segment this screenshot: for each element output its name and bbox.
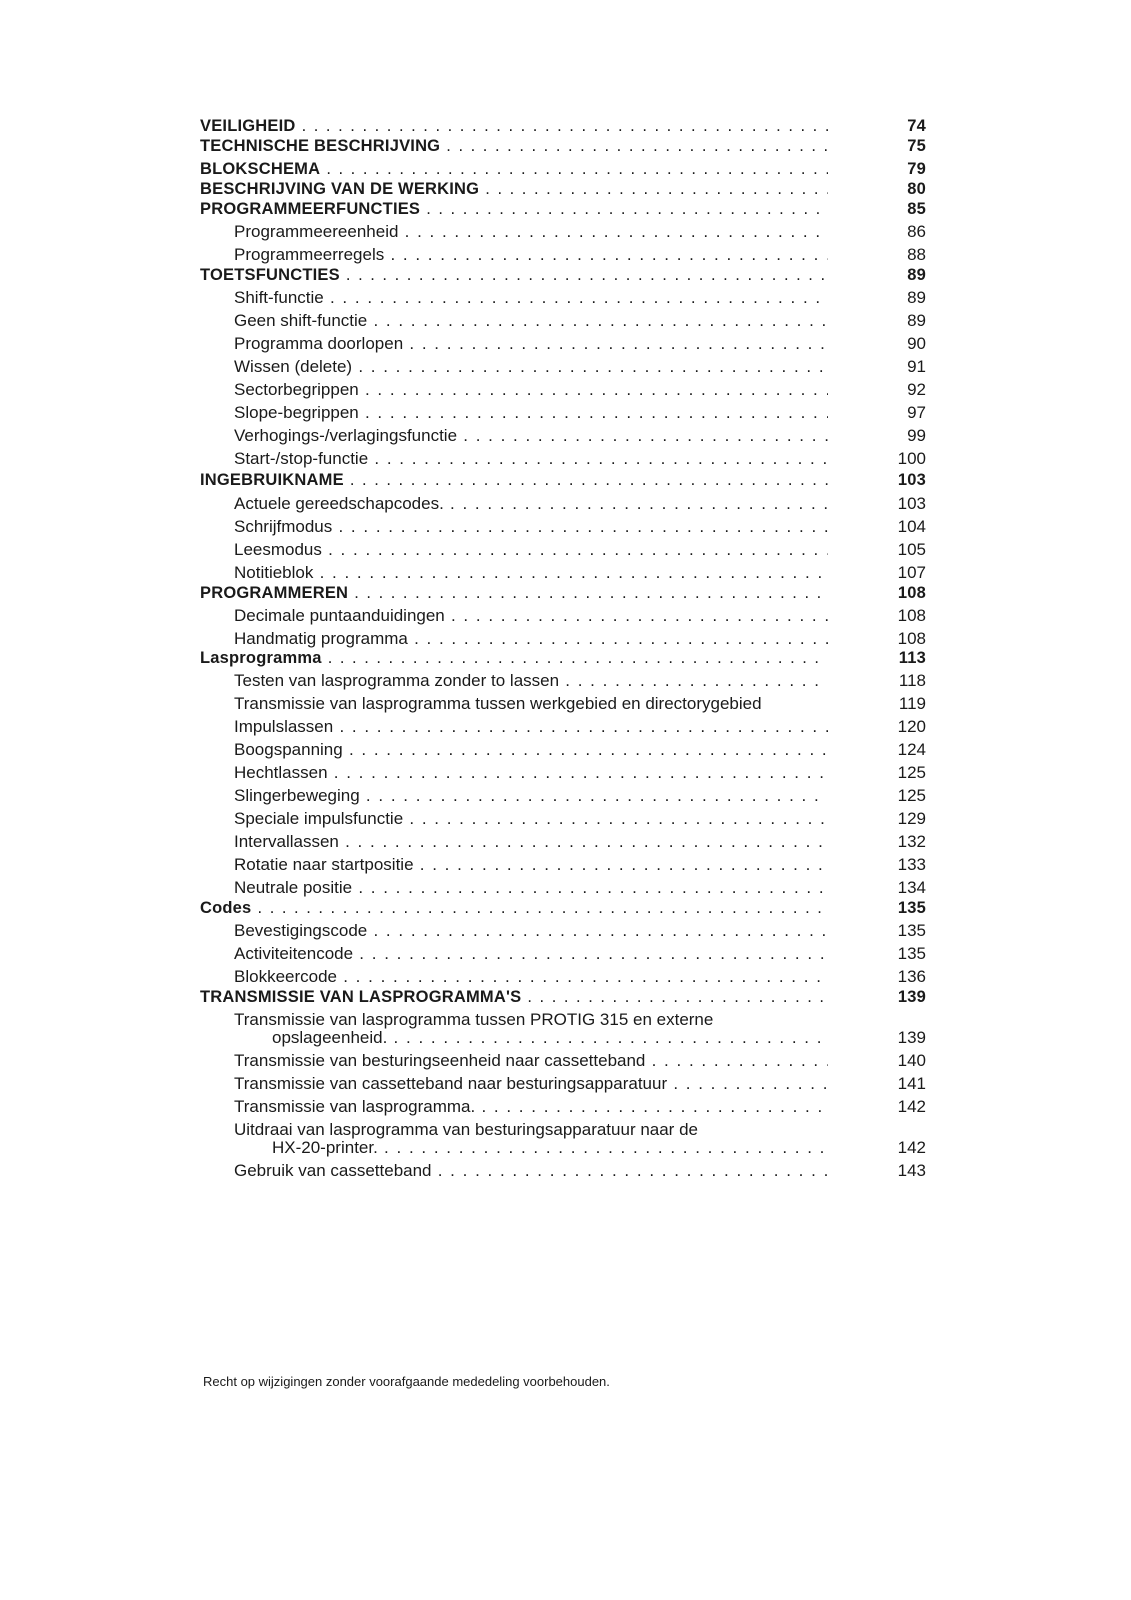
toc-entry-page: 135: [897, 921, 926, 940]
toc-entry-label: Slope-begrippen: [234, 403, 359, 422]
toc-entry-label: opslageenheid.: [272, 1028, 388, 1047]
toc-entry-page: 97: [907, 403, 926, 422]
toc-entry: [200, 197, 926, 221]
toc-entry: [200, 1072, 926, 1096]
toc-entry-label: Codes: [200, 899, 252, 917]
toc-entry-label: VEILIGHEID: [200, 117, 296, 135]
toc-entry-page: 140: [897, 1051, 926, 1070]
toc-entry-label: Activiteitencode: [234, 944, 354, 963]
toc-entry-label: Uitdraai van lasprogramma van besturingsapparatuur naar de: [234, 1120, 698, 1139]
toc-entry-label: Programmeereenheid: [234, 222, 399, 241]
toc-entry-page: 142: [897, 1138, 926, 1157]
toc-entry-page: 142: [897, 1097, 926, 1116]
toc-entry-label: HX-20-printer.: [272, 1138, 378, 1157]
toc-entry-label: Handmatig programma: [234, 629, 408, 648]
toc-entry-page: 88: [907, 245, 926, 264]
toc-entry: [200, 669, 926, 693]
toc-entry: [200, 738, 926, 762]
toc-entry: [200, 646, 926, 670]
toc-entry: [200, 761, 926, 785]
toc-entry-page: 135: [897, 899, 926, 917]
toc-entry-label: INGEBRUIKNAME: [200, 471, 344, 489]
toc-entry-label: TOETSFUNCTIES: [200, 266, 340, 284]
toc-entry-page: 91: [907, 357, 926, 376]
toc-entry: [200, 492, 926, 516]
toc-entry-label: Transmissie van lasprogramma tussen PROTIG 315 en externe: [234, 1010, 714, 1029]
toc-entry-label: Blokkeercode: [234, 967, 338, 986]
footer-note: Recht op wijzigingen zonder voorafgaande mededeling voorbehouden.: [203, 1374, 610, 1389]
toc-entry-page: 89: [907, 266, 926, 284]
toc-entry-label: Boogspanning: [234, 740, 343, 759]
toc-entry: [200, 134, 926, 158]
toc-entry-label: Gebruik van cassetteband: [234, 1161, 432, 1180]
toc-entry: [200, 1136, 926, 1160]
toc-entry: [200, 1026, 926, 1050]
toc-entry-page: 90: [907, 334, 926, 353]
toc-entry: [200, 538, 926, 562]
toc-entry-label: Schrijfmodus: [234, 517, 333, 536]
toc-entry-label: Sectorbegrippen: [234, 380, 359, 399]
toc-entry: [200, 692, 926, 716]
toc-entry-label: TRANSMISSIE VAN LASPROGRAMMA'S: [200, 988, 522, 1006]
toc-entry-page: 134: [897, 878, 926, 897]
toc-entry: [200, 332, 926, 356]
toc-entry-page: 119: [898, 694, 926, 713]
toc-entry: [200, 1095, 926, 1119]
toc-entry-label: Neutrale positie: [234, 878, 353, 897]
toc-entry-page: 100: [897, 449, 926, 468]
toc-entry-label: Speciale impulsfunctie: [234, 809, 404, 828]
toc-entry: [200, 896, 926, 920]
toc-entry-label: Verhogings-/verlagingsfunctie: [234, 426, 458, 445]
toc-entry-page: 104: [897, 517, 926, 536]
toc-entry: [200, 581, 926, 605]
toc-entry-page: 113: [898, 649, 926, 667]
toc-entry-label: Geen shift-functie: [234, 311, 368, 330]
toc-entry-page: 108: [897, 584, 926, 602]
toc-entry-page: 85: [907, 200, 926, 218]
toc-entry: [200, 807, 926, 831]
toc-entry-label: Programma doorlopen: [234, 334, 404, 353]
toc-entry-page: 120: [897, 717, 926, 736]
toc-entry: [200, 468, 926, 492]
toc-entry-label: Slingerbeweging: [234, 786, 360, 805]
toc-entry-label: Transmissie van lasprogramma.: [234, 1097, 476, 1116]
toc-entry-page: 105: [897, 540, 926, 559]
toc-entry: [200, 263, 926, 287]
toc-entry-label: Programmeerregels: [234, 245, 385, 264]
toc-entry: [200, 355, 926, 379]
toc-entry: [200, 424, 926, 448]
toc-entry-label: Shift-functie: [234, 288, 324, 307]
toc-entry-page: 74: [907, 117, 926, 135]
toc-entry-label: Transmissie van lasprogramma tussen werkgebied en directorygebied: [234, 694, 762, 713]
toc-entry: [200, 401, 926, 425]
toc-entry-label: Transmissie van besturingseenheid naar cassetteband: [234, 1051, 646, 1070]
toc-entry-label: Start-/stop-functie: [234, 449, 369, 468]
toc-entry-label: PROGRAMMEERFUNCTIES: [200, 200, 421, 218]
toc-entry-label: BLOKSCHEMA: [200, 160, 321, 178]
toc-entry: [200, 220, 926, 244]
toc-entry-page: 129: [897, 809, 926, 828]
toc-entry-page: 79: [907, 160, 926, 178]
toc-entry-label: BESCHRIJVING VAN DE WERKING: [200, 180, 480, 198]
toc-entry-page: 75: [907, 137, 926, 155]
toc-entry: [200, 985, 926, 1009]
toc-entry-page: 125: [897, 786, 926, 805]
toc-entry-page: 139: [897, 988, 926, 1006]
toc-entry-label: Leesmodus: [234, 540, 322, 559]
toc-entry-page: 107: [897, 563, 926, 582]
toc-entry: [200, 853, 926, 877]
toc-entry-page: 133: [897, 855, 926, 874]
toc-entry-page: 136: [897, 967, 926, 986]
toc-entry-label: Bevestigingscode: [234, 921, 368, 940]
toc-entry-page: 141: [897, 1074, 926, 1093]
toc-entry-page: 89: [907, 288, 926, 307]
toc-entry-page: 124: [897, 740, 926, 759]
toc-entry: [200, 1049, 926, 1073]
toc-entry: [200, 942, 926, 966]
toc-entry-label: Notitieblok: [234, 563, 314, 582]
toc-entry-label: Wissen (delete): [234, 357, 353, 376]
toc-entry-label: Transmissie van cassetteband naar besturingsapparatuur: [234, 1074, 668, 1093]
toc-entry: [200, 1159, 926, 1183]
toc-entry-page: 143: [897, 1161, 926, 1180]
toc-entry-label: Actuele gereedschapcodes.: [234, 494, 444, 513]
toc-entry-page: 108: [897, 629, 926, 648]
toc-entry-page: 132: [897, 832, 926, 851]
toc-entry-label: Lasprogramma: [200, 649, 322, 667]
toc-entry: [200, 604, 926, 628]
toc-entry-page: 125: [897, 763, 926, 782]
toc-entry-label: PROGRAMMEREN: [200, 584, 349, 602]
toc-entry: [200, 784, 926, 808]
toc-entry-page: 89: [907, 311, 926, 330]
toc-entry-page: 86: [907, 222, 926, 241]
toc-entry-label: Hechtlassen: [234, 763, 328, 782]
toc-entry: [200, 378, 926, 402]
toc-entry: [200, 715, 926, 739]
toc-entry: [200, 309, 926, 333]
toc-entry-label: TECHNISCHE BESCHRIJVING: [200, 137, 441, 155]
toc-entry-page: 99: [907, 426, 926, 445]
toc-entry-page: 139: [897, 1028, 926, 1047]
toc-entry-page: 118: [898, 671, 926, 690]
toc-entry-label: Testen van lasprogramma zonder to lassen: [234, 671, 560, 690]
toc-entry: [200, 830, 926, 854]
toc-entry: [200, 919, 926, 943]
toc-entry: [200, 515, 926, 539]
toc-entry-label: Impulslassen: [234, 717, 334, 736]
toc-entry-label: Decimale puntaanduidingen: [234, 606, 445, 625]
toc-entry-page: 103: [897, 471, 926, 489]
toc-entry: [200, 286, 926, 310]
toc-entry-page: 108: [897, 606, 926, 625]
toc-entry-page: 103: [897, 494, 926, 513]
toc-entry-label: Rotatie naar startpositie: [234, 855, 414, 874]
toc-entry-page: 80: [907, 180, 926, 198]
toc-entry-page: 92: [907, 380, 926, 399]
toc-entry-label: Intervallassen: [234, 832, 339, 851]
toc-entry-page: 135: [897, 944, 926, 963]
